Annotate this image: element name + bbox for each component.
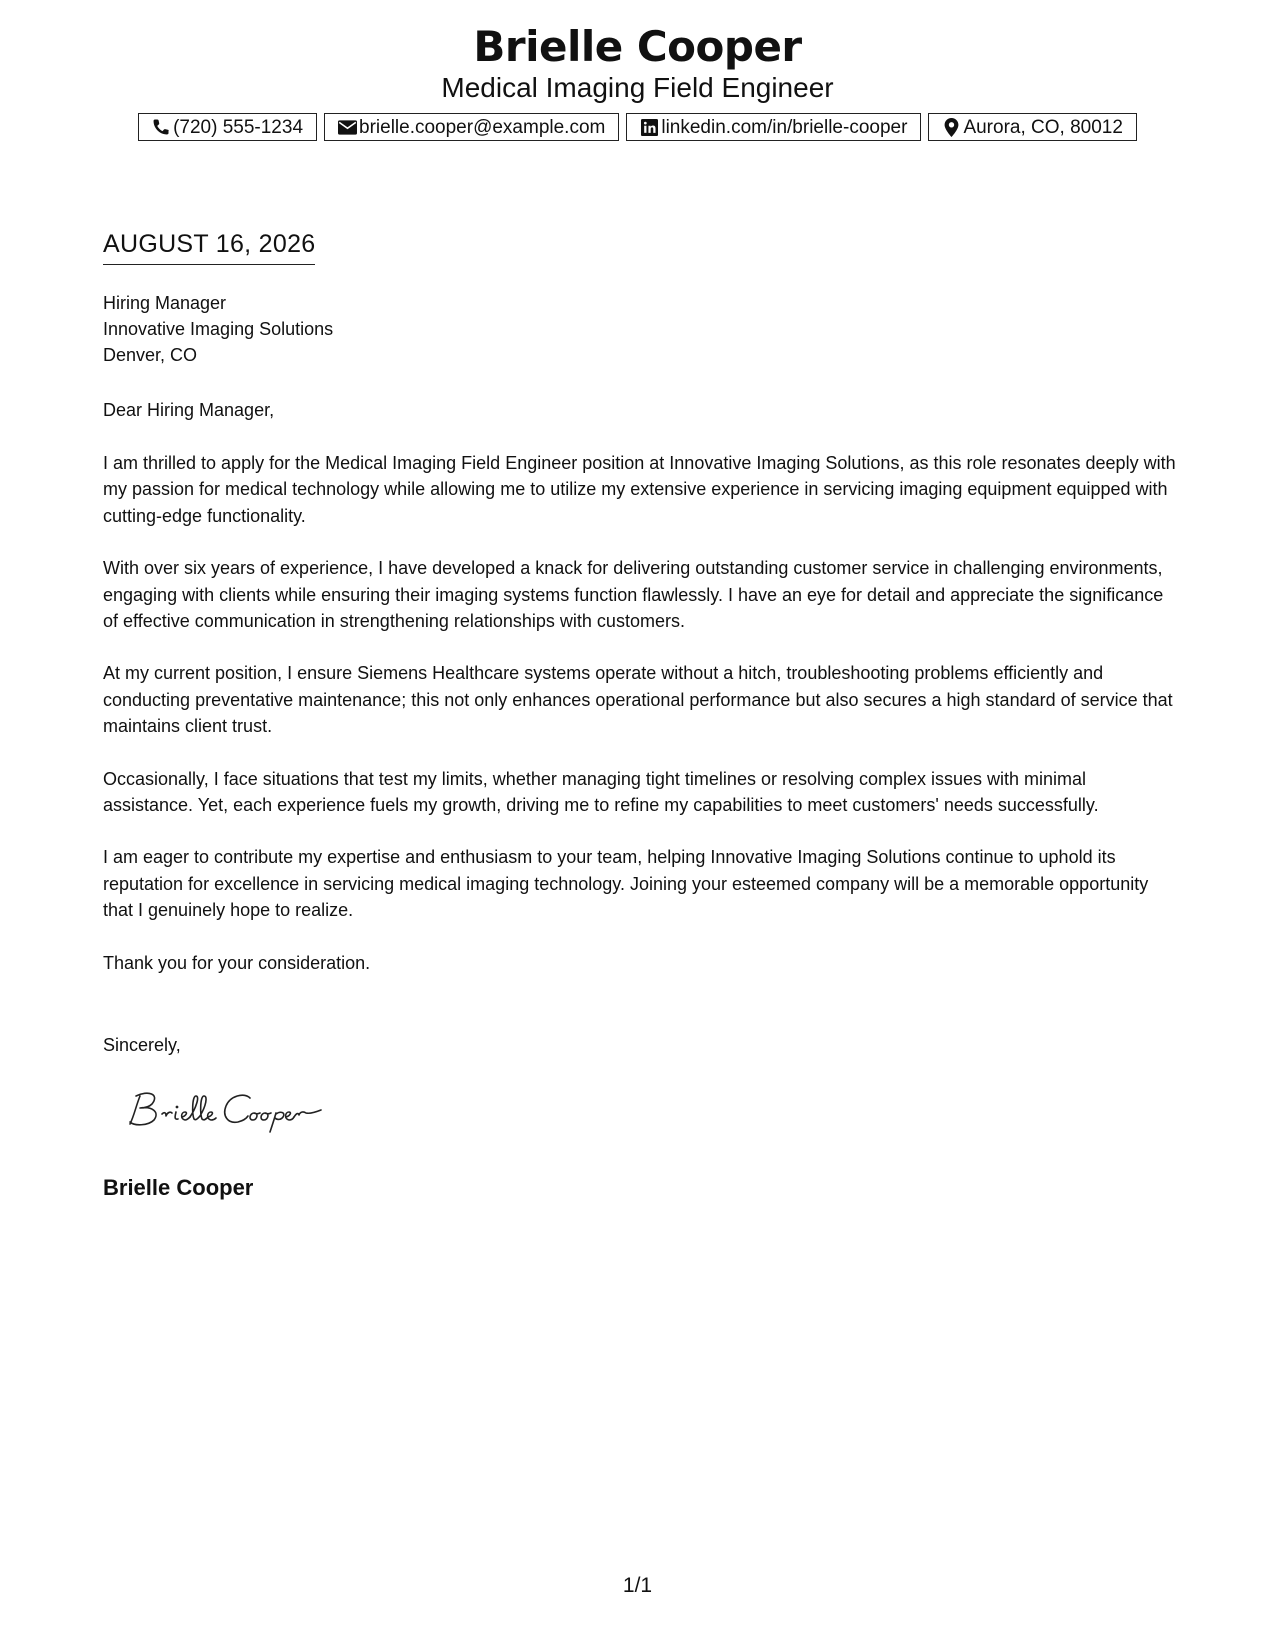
- page-number: 1/1: [622, 1574, 653, 1597]
- recipient-location: Denver, CO: [103, 345, 198, 365]
- letter-body: [103, 450, 1178, 1002]
- contact-bar: [0, 113, 1275, 141]
- contact-phone: [138, 113, 317, 141]
- linkedin-icon: [639, 117, 659, 137]
- job-title: Medical Imaging Field Engineer: [441, 72, 834, 103]
- recipient-company: Innovative Imaging Solutions: [103, 319, 334, 339]
- recipient-title: Hiring Manager: [103, 293, 227, 313]
- recipient-block: [103, 290, 333, 368]
- contact-linkedin[interactable]: [626, 113, 921, 141]
- letter-header: [0, 22, 1275, 104]
- handwritten-signature: [126, 1086, 341, 1136]
- closing: Sincerely,: [103, 1035, 181, 1055]
- body-paragraph: At my current position, I ensure Siemens Healthcare systems operate without a hitch, troubleshooting problems efficiently and conducting preventative maintenance; this not only enhances operational performance but also secures a high standard of service that maintains client trust.: [103, 663, 1173, 737]
- signer-name: Brielle Cooper: [103, 1175, 254, 1200]
- salutation: Dear Hiring Manager,: [103, 400, 275, 420]
- contact-email[interactable]: [324, 113, 619, 141]
- body-paragraph: Thank you for your consideration.: [103, 952, 371, 973]
- email-text: brielle.cooper@example.com: [359, 116, 606, 138]
- phone-icon: [151, 117, 171, 137]
- phone-text: (720) 555-1234: [173, 116, 304, 138]
- body-paragraph: I am eager to contribute my expertise and enthusiasm to your team, helping Innovative Imaging Solutions continue to uphold its reputation for excellence in servicing medical imaging technology. Joining your esteemed company will be a memorable opportunity that I genuinely hope to realize.: [103, 847, 1149, 921]
- envelope-icon: [337, 117, 357, 137]
- signature-image: [126, 1086, 341, 1136]
- body-paragraph: Occasionally, I face situations that test my limits, whether managing tight timelines or resolving complex issues with minimal assistance. Yet, each experience fuels my growth, driving me to refine my capabilities to meet customers' needs successfully.: [103, 768, 1099, 816]
- map-pin-icon: [941, 117, 961, 137]
- applicant-name: Brielle Cooper: [473, 22, 802, 71]
- contact-location: [928, 113, 1136, 141]
- letter-date: AUGUST 16, 2026: [103, 229, 315, 265]
- body-paragraph: With over six years of experience, I have developed a knack for delivering outstanding customer service in challenging environments, engaging with clients while ensuring their imaging systems function flawlessly. I have an eye for detail and appreciate the significance of effective communication in strengthening relationships with customers.: [103, 558, 1164, 632]
- location-text: Aurora, CO, 80012: [963, 116, 1123, 138]
- linkedin-text: linkedin.com/in/brielle-cooper: [661, 116, 908, 138]
- body-paragraph: I am thrilled to apply for the Medical Imaging Field Engineer position at Innovative Imaging Solutions, as this role resonates deeply with my passion for medical technology while allowing me to utilize my extensive experience in servicing imaging equipment equipped with cutting-edge functionality.: [103, 453, 1176, 526]
